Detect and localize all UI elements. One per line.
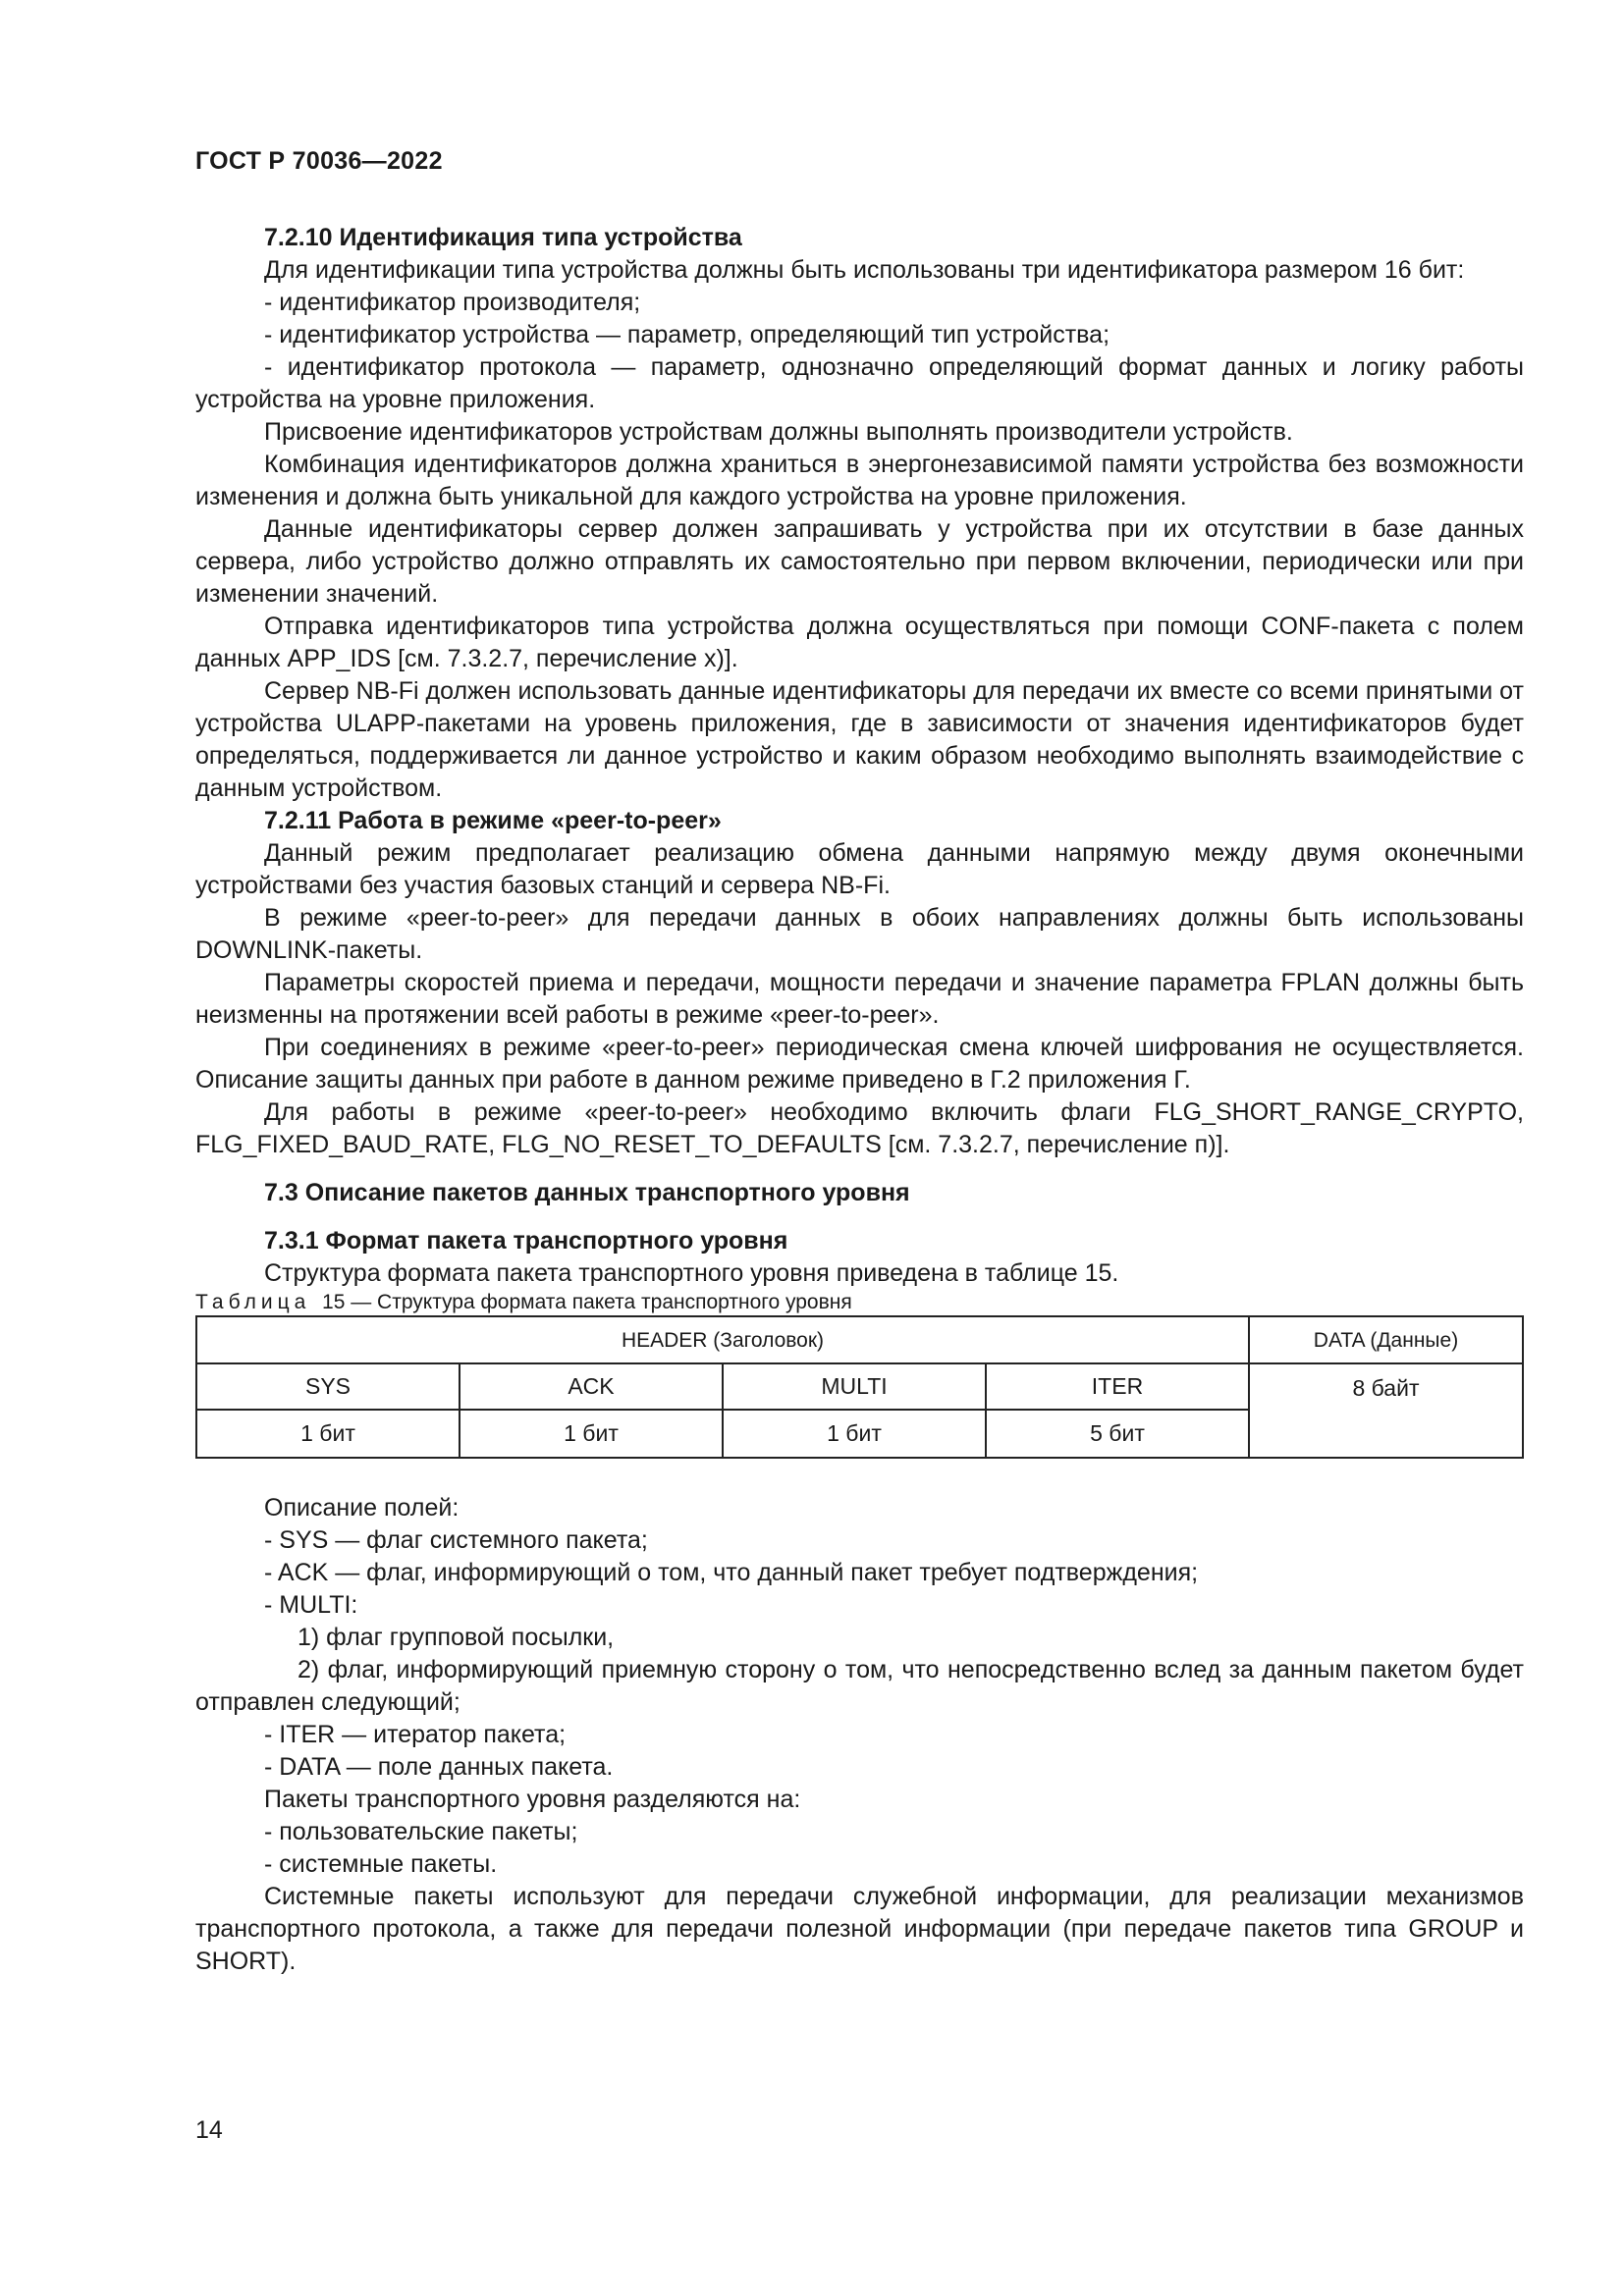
field-desc-paragraph: 1) флаг групповой посылки,: [298, 1624, 615, 1651]
section-heading: 7.2.11 Работа в режиме «peer-to-peer»: [264, 807, 722, 834]
packet-format-table: [195, 1315, 1524, 1459]
field-desc-paragraph: - DATA — поле данных пакета.: [264, 1753, 614, 1781]
size-cell-iter: 5 бит: [986, 1410, 1249, 1458]
field-desc-paragraph: - пользовательские пакеты;: [264, 1818, 578, 1845]
field-cell-ack: ACK: [460, 1363, 723, 1410]
document-header: ГОСТ Р 70036—2022: [195, 147, 443, 175]
section-heading: 7.2.10 Идентификация типа устройства: [264, 224, 742, 251]
section-paragraph: - идентификатор устройства — параметр, определяющий тип устройства;: [264, 321, 1110, 348]
data-group-cell: DATA (Данные): [1249, 1316, 1523, 1363]
field-desc-paragraph: - ACK — флаг, информирующий о том, что данный пакет требует подтверждения;: [264, 1559, 1199, 1586]
table-caption: [195, 1290, 1524, 1315]
field-desc-paragraph: 2) флаг, информирующий приемную сторону о том, что непосредственно вслед за данным пакетом будет отправлен следующий;: [195, 1656, 1524, 1716]
section-paragraph: - идентификатор протокола — параметр, однозначно определяющий формат данных и логику работы устройства на уровне приложения.: [195, 353, 1524, 413]
field-desc-paragraph: - MULTI:: [264, 1591, 358, 1619]
section-paragraph: - идентификатор производителя;: [264, 289, 641, 316]
table-field-row: [196, 1363, 1523, 1410]
section-paragraph: Данные идентификаторы сервер должен запрашивать у устройства при их отсутствии в базе данных сервера, либо устройство должно отправлять их самостоятельно при первом включении, периодически или при изменении значений.: [195, 515, 1524, 608]
field-desc-paragraph: Описание полей:: [264, 1494, 460, 1522]
section-paragraph: Комбинация идентификаторов должна храниться в энергонезависимой памяти устройства без возможности изменения и должна быть уникальной для каждого устройства на уровне приложения.: [195, 451, 1524, 510]
field-cell-sys: SYS: [196, 1363, 460, 1410]
table-caption-label: Таблица: [195, 1291, 311, 1313]
section-paragraph: Для работы в режиме «peer-to-peer» необходимо включить флаги FLG_SHORT_RANGE_CRYPTO, FLG_FIXED_BAUD_RATE, FLG_NO_RESET_TO_DEFAULTS [см. 7.3.2.7, перечисление п)].: [195, 1098, 1524, 1158]
section-paragraph: Сервер NB-Fi должен использовать данные идентификаторы для передачи их вместе со всеми принятыми от устройства ULAPP-пакетами на уровень приложения, где в зависимости от значения идентификаторов будет определяться, поддерживается ли данное устройство и каким образом необходимо выполнять взаимодействие с данным устройством.: [195, 677, 1524, 802]
field-desc-paragraph: - ITER — итератор пакета;: [264, 1721, 567, 1748]
table-caption-text: 15 — Структура формата пакета транспортного уровня: [322, 1291, 852, 1313]
data-size-cell: 8 байт: [1249, 1363, 1523, 1458]
page-number: 14: [195, 2116, 223, 2144]
section-paragraph: Присвоение идентификаторов устройствам должны выполнять производители устройств.: [264, 418, 1293, 446]
section-heading: 7.3 Описание пакетов данных транспортного уровня: [264, 1179, 910, 1206]
field-desc-paragraph: Системные пакеты используют для передачи служебной информации, для реализации механизмов транспортного протокола, а также для передачи полезной информации (при передаче пакетов типа GROUP и SHORT).: [195, 1883, 1524, 1975]
field-desc-paragraph: - системные пакеты.: [264, 1850, 498, 1878]
section-paragraph: При соединениях в режиме «peer-to-peer» периодическая смена ключей шифрования не осуществляется. Описание защиты данных при работе в данном режиме приведено в Г.2 приложения Г.: [195, 1034, 1524, 1094]
table-header-row: [196, 1316, 1523, 1363]
section-paragraph: Для идентификации типа устройства должны быть использованы три идентификатора размером 16 бит:: [264, 256, 1465, 284]
size-cell-ack: 1 бит: [460, 1410, 723, 1458]
field-desc-paragraph: Пакеты транспортного уровня разделяются на:: [264, 1786, 801, 1813]
section-paragraph: Параметры скоростей приема и передачи, мощности передачи и значение параметра FPLAN должны быть неизменны на протяжении всей работы в режиме «peer-to-peer».: [195, 969, 1524, 1029]
field-cell-iter: ITER: [986, 1363, 1249, 1410]
field-desc-paragraph: - SYS — флаг системного пакета;: [264, 1526, 648, 1554]
section-paragraph: В режиме «peer-to-peer» для передачи данных в обоих направлениях должны быть использованы DOWNLINK-пакеты.: [195, 904, 1524, 964]
section-paragraph: Отправка идентификаторов типа устройства должна осуществляться при помощи CONF-пакета с полем данных APP_IDS [см. 7.3.2.7, перечисление x)].: [195, 613, 1524, 672]
field-description-text: [195, 1492, 1524, 1978]
section-heading: 7.3.1 Формат пакета транспортного уровня: [264, 1227, 788, 1255]
document-body: [195, 222, 1524, 1978]
section-paragraph: Данный режим предполагает реализацию обмена данными напрямую между двумя оконечными устройствами без участия базовых станций и сервера NB-Fi.: [195, 839, 1524, 899]
size-cell-multi: 1 бит: [723, 1410, 986, 1458]
field-cell-multi: MULTI: [723, 1363, 986, 1410]
size-cell-sys: 1 бит: [196, 1410, 460, 1458]
section-paragraph: Структура формата пакета транспортного уровня приведена в таблице 15.: [264, 1259, 1119, 1287]
section-7-2-text: [195, 222, 1524, 1290]
header-group-cell: HEADER (Заголовок): [196, 1316, 1249, 1363]
